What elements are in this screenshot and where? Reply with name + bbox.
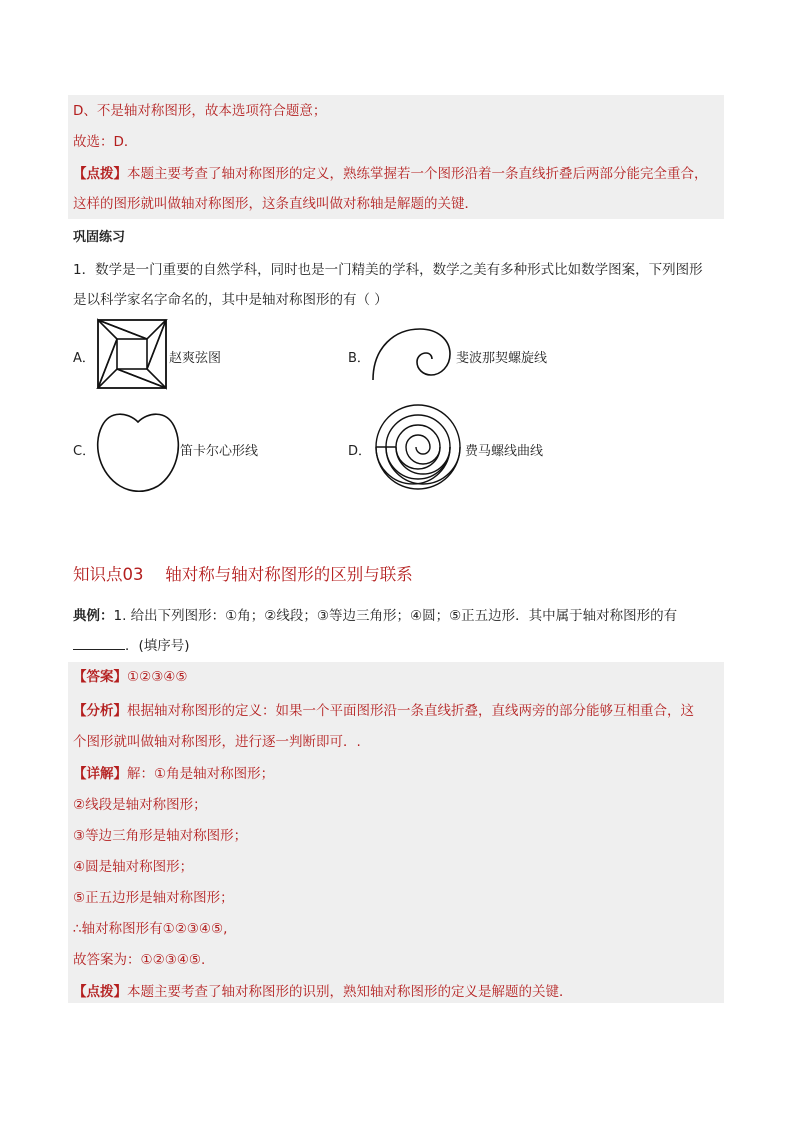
answer-line — [73, 668, 188, 686]
section-heading: 知识点03 轴对称与轴对称图形的区别与联系 — [73, 565, 413, 584]
option-a-caption: 赵爽弦图 — [169, 351, 222, 366]
detail-line-6: ∴轴对称图形有①②③④⑤, — [73, 921, 228, 937]
example-question-line-2 — [73, 636, 190, 655]
answer-tag: 【答案】 — [73, 669, 127, 685]
detail-line-2: ②线段是轴对称图形； — [73, 797, 207, 813]
option-d-caption: 费马螺线曲线 — [465, 444, 544, 459]
example-tip-line — [73, 983, 573, 1001]
detail-text: 解：①角是轴对称图形； — [127, 766, 275, 782]
practice-title: 巩固练习 — [73, 230, 126, 245]
detail-tag: 【详解】 — [73, 766, 127, 782]
practice-question-line-1: 1．数学是一门重要的自然学科，同时也是一门精美的学科，数学之美有多种形式比如数学图案，下列图形 — [73, 262, 703, 278]
option-b-caption: 斐波那契螺旋线 — [456, 351, 548, 366]
fibonacci-spiral-icon — [370, 325, 454, 383]
example-prefix: 典例： — [73, 608, 114, 624]
answer-value: ①②③④⑤ — [127, 669, 188, 685]
option-c-caption: 笛卡尔心形线 — [180, 444, 259, 459]
practice-question-line-2: 是以科学家名字命名的，其中是轴对称图形的有（ ） — [73, 292, 388, 308]
detail-line-3: ③等边三角形是轴对称图形； — [73, 828, 248, 844]
example-tip-text: 本题主要考查了轴对称图形的识别，熟知轴对称图形的定义是解题的关键． — [127, 984, 573, 1000]
example-question-text: 1. 给出下列图形：①角；②线段；③等边三角形；④圆；⑤正五边形．其中属于轴对称图形的有 — [113, 608, 678, 624]
option-d-conclusion: D、不是轴对称图形，故本选项符合题意； — [73, 103, 327, 119]
fermat-spiral-icon — [372, 401, 464, 493]
example-tip-tag: 【点拨】 — [73, 984, 127, 1000]
tip-paragraph-1 — [73, 165, 708, 183]
analysis-text: 根据轴对称图形的定义：如果一个平面图形沿一条直线折叠，直线两旁的部分能够互相重合，这 — [127, 703, 694, 719]
zhao-shuang-diagram-icon — [97, 319, 167, 389]
detail-line-4: ④圆是轴对称图形； — [73, 859, 194, 875]
example-question-line-1 — [73, 607, 677, 625]
cardioid-icon — [96, 410, 180, 492]
analysis-line-2: 个图形就叫做轴对称图形，进行逐一判断即可．. — [73, 734, 361, 750]
tip-tag: 【点拨】 — [73, 166, 127, 182]
answer-blank — [73, 636, 125, 650]
detail-line-1 — [73, 765, 274, 783]
option-b-letter: B． — [348, 351, 370, 366]
analysis-tag: 【分析】 — [73, 703, 127, 719]
option-c-letter: C． — [73, 444, 96, 459]
option-d-letter: D． — [348, 444, 372, 459]
tip-text-continued: 这样的图形就叫做轴对称图形，这条直线叫做对称轴是解题的关键． — [73, 196, 478, 212]
tip-text: 本题主要考查了轴对称图形的定义，熟练掌握若一个图形沿着一条直线折叠后两部分能完全重合， — [127, 166, 708, 182]
analysis-line-1 — [73, 702, 694, 720]
detail-line-5: ⑤正五边形是轴对称图形； — [73, 890, 234, 906]
option-a-letter: A． — [73, 351, 95, 366]
choice-line: 故选：D． — [73, 134, 138, 150]
example-question-suffix: ．(填序号) — [125, 638, 190, 654]
detail-line-7: 故答案为：①②③④⑤. — [73, 952, 206, 968]
